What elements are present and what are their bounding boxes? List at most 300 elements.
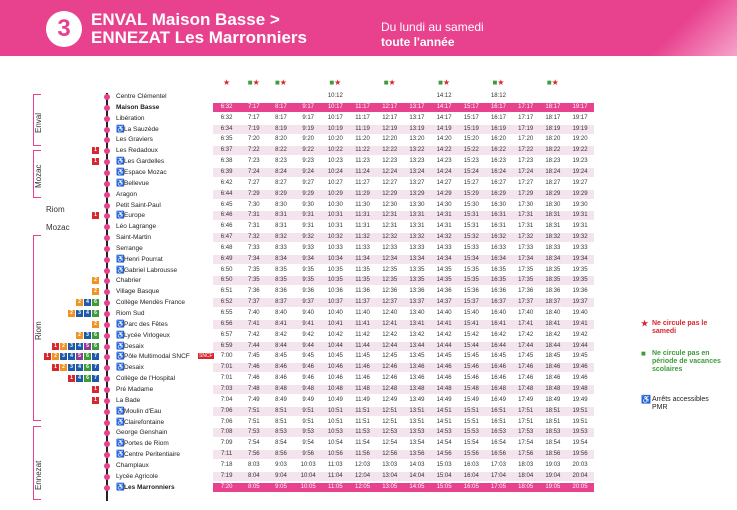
stop-times bbox=[213, 309, 594, 318]
stop-times bbox=[213, 461, 594, 470]
time-cell: 7:19 bbox=[220, 472, 233, 479]
time-cell: 12:31 bbox=[382, 223, 398, 230]
time-cell: 14:54 bbox=[436, 440, 452, 447]
stop-row bbox=[0, 255, 620, 264]
time-cell: 16:29 bbox=[490, 190, 506, 197]
time-cell bbox=[295, 92, 322, 101]
time-cell: 9:46 bbox=[302, 375, 314, 382]
time-cell: 15:17 bbox=[463, 103, 479, 110]
time-cell: 12:48 bbox=[382, 385, 398, 392]
time-cell: 11:42 bbox=[355, 331, 370, 338]
time-cell: 10:23 bbox=[327, 158, 343, 165]
time-cell: 14:24 bbox=[436, 168, 452, 175]
time-cell: 13:19 bbox=[409, 125, 425, 132]
stop-times bbox=[213, 428, 594, 437]
time-cell: 16:27 bbox=[490, 179, 506, 186]
connection-line-badge: 2 bbox=[68, 310, 75, 317]
time-cell: 17:34 bbox=[518, 255, 534, 262]
time-cell: 13:17 bbox=[409, 103, 425, 110]
time-cell: 10:54 bbox=[327, 440, 343, 447]
time-cell: 10:04 bbox=[300, 472, 316, 479]
stop-row bbox=[0, 450, 620, 459]
stop-times bbox=[213, 244, 594, 253]
time-cell: 8:31 bbox=[275, 212, 287, 219]
time-cell: 15:31 bbox=[463, 212, 479, 219]
time-cell: 6:42 bbox=[220, 179, 233, 186]
time-cell: 11:17 bbox=[355, 103, 370, 110]
time-cell: 18:17 bbox=[545, 103, 561, 110]
time-cell: 18:04 bbox=[518, 472, 534, 479]
time-cell: 9:04 bbox=[275, 472, 287, 479]
time-cell: 8:23 bbox=[275, 158, 287, 165]
time-cell: 13:40 bbox=[409, 310, 425, 316]
time-cell: 11:45 bbox=[355, 353, 370, 360]
time-cell: 17:41 bbox=[518, 320, 534, 327]
time-cell: 7:23 bbox=[247, 158, 260, 165]
time-cell: 16:30 bbox=[490, 201, 506, 208]
time-cell: 11:31 bbox=[355, 212, 370, 219]
time-cell: 7:36 bbox=[247, 288, 260, 295]
stop-name: Europe bbox=[124, 212, 145, 220]
time-cell: 17:37 bbox=[518, 299, 534, 306]
connection-line-badge: 6 bbox=[84, 353, 91, 360]
time-cell: 7:30 bbox=[247, 201, 260, 208]
time-cell: 18:44 bbox=[545, 342, 561, 349]
time-cell: 10:32 bbox=[327, 234, 343, 241]
time-cell: 7:42 bbox=[247, 331, 260, 338]
time-cell: 11:23 bbox=[355, 158, 370, 165]
time-cell: 15:30 bbox=[463, 201, 479, 208]
time-cell: 14:20 bbox=[436, 136, 452, 143]
time-cell: 10:35 bbox=[327, 266, 343, 273]
time-cell: 7:29 bbox=[247, 190, 260, 197]
time-cell: 14:17 bbox=[436, 114, 452, 121]
time-cell: 9:35 bbox=[302, 277, 314, 284]
time-cell: 16:22 bbox=[490, 147, 506, 154]
time-cell: 15:42 bbox=[463, 331, 479, 338]
connection-line-badge: 1 bbox=[92, 397, 99, 404]
time-cell: 12:27 bbox=[382, 179, 398, 186]
time-cell: 18:34 bbox=[545, 255, 561, 262]
time-cell: 15:51 bbox=[463, 418, 479, 425]
wheelchair-icon: ♿ bbox=[116, 483, 125, 491]
stop-name: Espace Mozac bbox=[124, 168, 167, 176]
time-cell: 11:32 bbox=[355, 234, 370, 241]
star-icon: ★ bbox=[279, 78, 287, 87]
time-cell: 16:54 bbox=[490, 440, 506, 447]
time-cell: 15:54 bbox=[463, 440, 479, 447]
time-cell: 18:33 bbox=[545, 244, 561, 251]
time-cell: 15:44 bbox=[463, 342, 479, 349]
time-cell: 10:51 bbox=[327, 418, 343, 425]
time-cell: 6:49 bbox=[220, 255, 233, 262]
time-cell: 14:05 bbox=[409, 483, 425, 490]
time-cell: 14:34 bbox=[436, 255, 452, 262]
stop-times bbox=[213, 287, 594, 296]
stop-dot bbox=[104, 213, 110, 219]
stop-name: Henri Pourrat bbox=[124, 255, 163, 263]
time-cell: 8:36 bbox=[275, 288, 287, 295]
star-icon: ★ bbox=[252, 78, 260, 87]
time-cell: 8:32 bbox=[275, 234, 287, 241]
time-cell: 7:00 bbox=[220, 353, 233, 360]
time-cell: 15:56 bbox=[463, 451, 479, 458]
time-cell: 9:32 bbox=[302, 234, 314, 241]
stop-name: Portes de Riom bbox=[124, 440, 169, 448]
stop-dot bbox=[104, 257, 110, 263]
time-cell: 9:30 bbox=[302, 201, 314, 208]
time-cell: 9:49 bbox=[302, 396, 314, 403]
time-cell: 14:22 bbox=[436, 147, 452, 154]
stop-name: Clairefontaine bbox=[124, 418, 165, 426]
time-cell: 13:03 bbox=[382, 461, 398, 468]
time-cell: 6:46 bbox=[220, 223, 233, 230]
time-cell: 15:19 bbox=[463, 125, 479, 132]
departure-marker bbox=[295, 78, 322, 87]
time-cell: 12:19 bbox=[382, 125, 398, 132]
wheelchair-icon: ♿ bbox=[116, 255, 125, 263]
route-title-destination: ENNEZAT Les Marronniers bbox=[91, 28, 308, 47]
time-cell: 15:53 bbox=[463, 429, 479, 436]
time-cell: 12:45 bbox=[382, 353, 398, 360]
connection-line-badge: 4 bbox=[76, 343, 83, 350]
time-cell: 6:52 bbox=[220, 299, 233, 306]
zone-label: Riom bbox=[34, 321, 43, 340]
stop-times bbox=[213, 201, 594, 210]
time-cell: 9:05 bbox=[275, 483, 287, 490]
time-cell: 11:44 bbox=[355, 342, 370, 349]
time-cell: 11:19 bbox=[355, 125, 370, 132]
time-cell: 16:19 bbox=[490, 125, 506, 132]
time-cell: 9:36 bbox=[302, 288, 314, 295]
time-cell: 13:45 bbox=[409, 353, 425, 360]
stop-dot bbox=[104, 289, 110, 295]
header-decoration bbox=[647, 0, 737, 56]
time-cell: 19:32 bbox=[572, 234, 588, 241]
time-cell: 14:41 bbox=[436, 320, 452, 327]
stop-name: Maison Basse bbox=[116, 103, 160, 111]
time-cell: 8:51 bbox=[275, 418, 287, 425]
connection-line-badge: 1 bbox=[52, 343, 59, 350]
time-cell: 9:42 bbox=[302, 331, 314, 338]
time-cell: 19:35 bbox=[572, 277, 588, 284]
time-cell: 17:17 bbox=[518, 103, 534, 110]
wheelchair-icon: ♿ bbox=[116, 418, 125, 426]
time-cell: 12:53 bbox=[382, 429, 398, 436]
time-cell: 16:33 bbox=[490, 244, 506, 251]
time-cell: 12:03 bbox=[355, 461, 371, 468]
wheelchair-icon: ♿ bbox=[116, 353, 125, 361]
time-cell: 6:32 bbox=[220, 114, 233, 121]
time-cell: 11:36 bbox=[355, 288, 370, 295]
time-cell: 12:51 bbox=[382, 407, 398, 414]
time-cell: 8:22 bbox=[275, 147, 287, 154]
time-cell: 6:50 bbox=[220, 266, 233, 273]
time-cell: 19:49 bbox=[572, 396, 588, 403]
connection-badges bbox=[92, 321, 99, 328]
time-cell: 10:30 bbox=[327, 201, 343, 208]
connection-line-badge: 6 bbox=[92, 310, 99, 317]
time-cell: 11:48 bbox=[355, 385, 370, 392]
time-cell: 13:48 bbox=[409, 385, 425, 392]
time-cell: 19:23 bbox=[572, 158, 588, 165]
square-icon: ■ bbox=[247, 78, 253, 87]
time-cell: 9:53 bbox=[302, 429, 314, 436]
time-cell: 16:20 bbox=[490, 136, 506, 143]
time-cell: 11:34 bbox=[355, 255, 370, 262]
connection-line-badge: 2 bbox=[76, 299, 83, 306]
time-cell: 9:48 bbox=[302, 385, 314, 392]
connection-line-badge: 2 bbox=[92, 288, 99, 295]
connection-badges bbox=[92, 397, 99, 404]
time-cell: 8:41 bbox=[275, 320, 287, 327]
stop-name: Desaix bbox=[124, 364, 144, 372]
time-cell: 12:32 bbox=[382, 234, 398, 241]
stop-name: Pré Madame bbox=[116, 385, 154, 393]
square-icon: ■ bbox=[492, 78, 498, 87]
time-cell: 13:51 bbox=[409, 418, 425, 425]
time-cell: 16:23 bbox=[490, 158, 506, 165]
time-cell: 10:34 bbox=[327, 255, 343, 262]
time-cell: 15:49 bbox=[463, 396, 479, 403]
time-cell: 10:51 bbox=[327, 407, 343, 414]
time-cell: 14:27 bbox=[436, 179, 452, 186]
time-cell: 16:35 bbox=[490, 277, 506, 284]
connection-line-badge: 5 bbox=[84, 343, 91, 350]
stop-row bbox=[0, 418, 620, 427]
star-icon: ★ bbox=[497, 78, 505, 87]
departure-marker bbox=[376, 78, 403, 87]
stop-dot bbox=[104, 159, 110, 165]
time-cell: 12:22 bbox=[382, 147, 398, 154]
time-cell: 14:51 bbox=[436, 418, 452, 425]
connection-badges bbox=[68, 375, 99, 382]
time-cell: 13:42 bbox=[409, 331, 425, 338]
time-cell: 10:31 bbox=[327, 212, 343, 219]
time-cell: 11:35 bbox=[355, 277, 370, 284]
zone-label: Mozac bbox=[46, 223, 70, 232]
time-cell: 12:20 bbox=[382, 136, 398, 143]
time-cell: 7:44 bbox=[247, 342, 260, 349]
stop-times bbox=[213, 114, 594, 123]
time-cell: 14:36 bbox=[436, 288, 452, 295]
stop-times bbox=[213, 179, 594, 188]
stop-name: Collège de l'Hospital bbox=[116, 375, 176, 383]
stop-row bbox=[0, 439, 620, 448]
time-cell: 8:34 bbox=[275, 255, 287, 262]
departure-marker bbox=[240, 78, 267, 87]
stop-name: Bellevue bbox=[124, 179, 149, 187]
time-cell: 14:37 bbox=[436, 299, 452, 306]
stop-times bbox=[213, 190, 594, 199]
time-cell: 10:42 bbox=[327, 331, 343, 338]
square-icon: ■ bbox=[438, 78, 443, 87]
time-cell: 10:53 bbox=[327, 429, 343, 436]
stop-name: Collège Mendès France bbox=[116, 299, 186, 307]
connection-line-badge: 2 bbox=[60, 343, 67, 350]
connection-line-badge: 4 bbox=[84, 310, 91, 317]
square-icon: ■ bbox=[274, 78, 280, 87]
time-cell: 7:34 bbox=[247, 255, 260, 262]
time-cell: 15:46 bbox=[463, 375, 479, 382]
time-cell: 7:17 bbox=[247, 103, 260, 110]
time-cell: 16:48 bbox=[490, 385, 506, 392]
wheelchair-icon: ♿ bbox=[116, 266, 125, 274]
stop-times bbox=[213, 472, 594, 481]
time-cell: 14:45 bbox=[436, 353, 452, 360]
stop-name: Les Marronniers bbox=[124, 483, 175, 491]
time-cell: 12:24 bbox=[382, 168, 398, 175]
stop-row bbox=[0, 428, 620, 437]
time-cell: 16:34 bbox=[490, 255, 506, 262]
wheelchair-icon: ♿ bbox=[116, 179, 125, 187]
time-cell: 11:03 bbox=[328, 461, 343, 468]
time-cell bbox=[512, 92, 539, 101]
connection-line-badge: 3 bbox=[76, 310, 83, 317]
time-cell: 12:05 bbox=[355, 483, 371, 490]
time-cell: 16:31 bbox=[490, 223, 506, 230]
time-cell: 9:37 bbox=[302, 299, 314, 306]
stop-times bbox=[213, 396, 594, 405]
stop-dot bbox=[104, 420, 110, 426]
time-cell: 18:45 bbox=[545, 353, 561, 360]
stop-times bbox=[213, 385, 594, 394]
time-cell: 15:45 bbox=[463, 353, 479, 360]
connection-line-badge: 7 bbox=[92, 375, 99, 382]
time-cell: 16:51 bbox=[490, 407, 506, 414]
time-cell: 10:56 bbox=[327, 451, 343, 458]
time-cell: 9:56 bbox=[302, 451, 314, 458]
connection-line-badge: 2 bbox=[52, 353, 59, 360]
stop-times bbox=[213, 418, 594, 427]
connection-line-badge: 3 bbox=[60, 353, 67, 360]
departure-markers bbox=[213, 78, 594, 87]
time-cell: 12:29 bbox=[382, 190, 398, 197]
stop-dot bbox=[104, 300, 110, 306]
time-cell: 17:17 bbox=[518, 114, 534, 121]
stop-times bbox=[213, 222, 594, 231]
stop-dot bbox=[104, 94, 110, 100]
time-cell: 18:24 bbox=[545, 168, 561, 175]
square-icon: ■ bbox=[383, 78, 389, 87]
time-cell: 17:49 bbox=[518, 396, 534, 403]
time-cell: 8:46 bbox=[275, 375, 287, 382]
stop-row bbox=[0, 190, 620, 199]
time-cell: 9:41 bbox=[302, 320, 314, 327]
time-cell: 14:12 bbox=[436, 93, 452, 99]
time-cell: 14:29 bbox=[436, 190, 452, 197]
time-cell: 11:33 bbox=[355, 244, 370, 251]
time-cell: 10:46 bbox=[327, 375, 343, 382]
time-cell: 12:04 bbox=[355, 472, 371, 479]
time-cell: 18:31 bbox=[545, 212, 561, 219]
time-cell: 14:44 bbox=[436, 342, 452, 349]
stop-name: Centre Clémentel bbox=[116, 93, 167, 100]
wheelchair-icon: ♿ bbox=[116, 212, 125, 220]
time-cell: 11:46 bbox=[355, 375, 370, 382]
time-cell: 15:35 bbox=[463, 266, 479, 273]
time-cell: 10:37 bbox=[327, 299, 343, 306]
connection-badges bbox=[92, 158, 99, 165]
time-cell: 18:51 bbox=[545, 418, 561, 425]
stop-times bbox=[213, 483, 594, 492]
time-cell: 10:41 bbox=[327, 320, 343, 327]
time-cell: 14:32 bbox=[436, 234, 452, 241]
time-cell: 13:33 bbox=[409, 244, 425, 251]
zone-label: Enval bbox=[34, 112, 43, 133]
time-cell: 11:17 bbox=[355, 114, 370, 121]
time-cell: 15:51 bbox=[463, 407, 479, 414]
time-cell: 8:03 bbox=[247, 461, 260, 468]
time-cell: 13:49 bbox=[409, 396, 425, 403]
time-cell: 19:20 bbox=[572, 136, 588, 143]
stop-row bbox=[0, 114, 620, 123]
departure-marker bbox=[485, 78, 512, 87]
stop-row bbox=[0, 472, 620, 481]
time-cell: 14:31 bbox=[436, 212, 452, 219]
time-cell: 13:44 bbox=[409, 342, 425, 349]
time-cell: 10:31 bbox=[327, 223, 343, 230]
time-cell: 10:46 bbox=[327, 364, 343, 371]
time-cell: 9:31 bbox=[302, 223, 314, 230]
time-cell: 8:20 bbox=[275, 136, 287, 143]
connection-line-badge: 3 bbox=[68, 343, 75, 350]
time-cell: 19:41 bbox=[572, 320, 588, 327]
time-cell: 8:44 bbox=[275, 342, 287, 349]
time-cell: 8:24 bbox=[275, 168, 287, 175]
time-cell: 7:31 bbox=[247, 223, 260, 230]
stop-dot bbox=[104, 322, 110, 328]
time-cell: 19:03 bbox=[545, 461, 561, 468]
time-cell: 15:48 bbox=[463, 385, 479, 392]
time-cell: 13:41 bbox=[409, 320, 425, 327]
stop-times bbox=[213, 450, 594, 459]
time-cell: 16:05 bbox=[463, 483, 479, 490]
stop-name: Champlaux bbox=[116, 461, 149, 469]
time-cell: 18:27 bbox=[545, 179, 561, 186]
time-cell: 9:40 bbox=[302, 310, 314, 316]
time-cell: 7:31 bbox=[247, 212, 260, 219]
time-cell: 11:54 bbox=[355, 440, 370, 447]
time-cell: 9:31 bbox=[302, 212, 314, 219]
time-cell: 16:40 bbox=[490, 310, 506, 316]
time-cell: 10:05 bbox=[300, 483, 316, 490]
time-cell: 9:44 bbox=[302, 342, 314, 349]
time-cell: 18:36 bbox=[545, 288, 561, 295]
stop-row bbox=[0, 92, 620, 101]
stop-times bbox=[213, 211, 594, 220]
connection-line-badge: 1 bbox=[52, 364, 59, 371]
time-cell: 19:05 bbox=[545, 483, 561, 490]
time-cell: 15:46 bbox=[463, 364, 479, 371]
time-cell: 7:06 bbox=[220, 407, 233, 414]
stop-dot bbox=[104, 354, 110, 360]
time-cell: 10:40 bbox=[327, 310, 343, 316]
legend-pmr: ♿ Arrêts accessibles PMR bbox=[641, 395, 709, 411]
time-cell: 18:56 bbox=[545, 451, 561, 458]
time-cell: 13:32 bbox=[409, 234, 425, 241]
time-cell: 19:34 bbox=[572, 255, 588, 262]
time-cell: 7:53 bbox=[247, 429, 260, 436]
time-cell: 17:53 bbox=[518, 429, 534, 436]
time-cell: 6:44 bbox=[220, 190, 233, 197]
connection-line-badge: 2 bbox=[92, 277, 99, 284]
stop-row bbox=[0, 179, 620, 188]
time-cell: 8:27 bbox=[275, 179, 287, 186]
zone-label: Mozac bbox=[34, 164, 43, 188]
connection-line-badge: 6 bbox=[92, 332, 99, 339]
stop-row bbox=[0, 483, 620, 492]
